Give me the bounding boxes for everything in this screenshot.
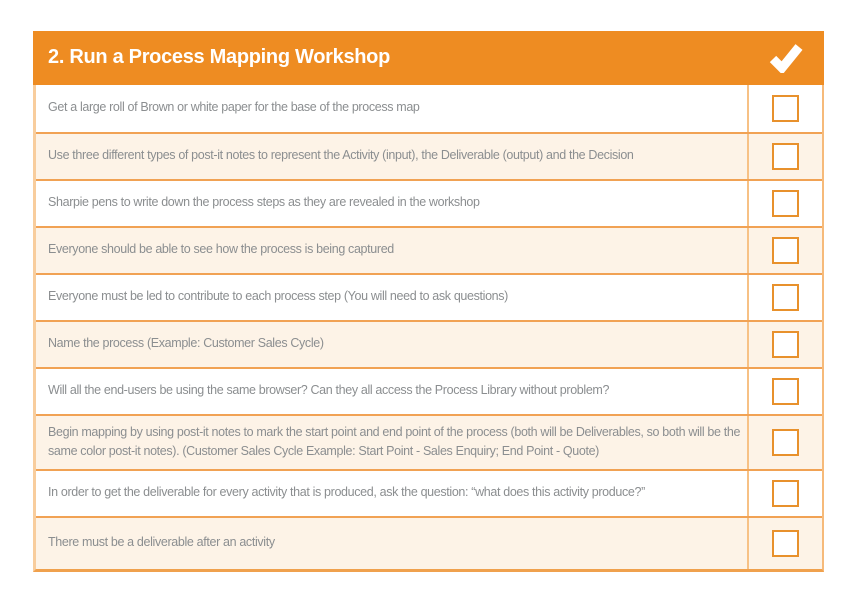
checklist-row bbox=[36, 179, 822, 226]
checklist-row bbox=[36, 414, 822, 469]
checkbox-cell bbox=[747, 369, 822, 414]
checkbox[interactable] bbox=[772, 480, 799, 507]
checklist-item-text: There must be a deliverable after an activity bbox=[48, 535, 275, 550]
checkbox-cell bbox=[747, 85, 822, 132]
checklist-item-text: Get a large roll of Brown or white paper for the base of the process map bbox=[48, 100, 420, 115]
checklist-row bbox=[36, 367, 822, 414]
checkbox[interactable] bbox=[772, 237, 799, 264]
checklist-item-text: Everyone must be led to contribute to each process step (You will need to ask questions) bbox=[48, 289, 508, 304]
checklist-row bbox=[36, 273, 822, 320]
checklist-row bbox=[36, 516, 822, 569]
checkbox-cell bbox=[747, 228, 822, 273]
checkbox[interactable] bbox=[772, 284, 799, 311]
checklist-row bbox=[36, 320, 822, 367]
checkbox-cell bbox=[747, 518, 822, 569]
checkbox-cell bbox=[747, 134, 822, 179]
checkbox[interactable] bbox=[772, 190, 799, 217]
checklist-row bbox=[36, 132, 822, 179]
checkbox[interactable] bbox=[772, 143, 799, 170]
checklist-item-text: In order to get the deliverable for every activity that is produced, ask the question: “what does this activity produce?” bbox=[48, 485, 645, 500]
checkbox[interactable] bbox=[772, 331, 799, 358]
checklist-item-text: Sharpie pens to write down the process steps as they are revealed in the workshop bbox=[48, 195, 480, 210]
process-mapping-checklist bbox=[33, 31, 824, 572]
checkbox[interactable] bbox=[772, 378, 799, 405]
checklist-row bbox=[36, 85, 822, 132]
checkbox-cell bbox=[747, 471, 822, 516]
checklist-item-text: Use three different types of post-it notes to represent the Activity (input), the Deliverable (output) and the Decision bbox=[48, 148, 634, 163]
checkbox-cell bbox=[747, 416, 822, 469]
checkbox-cell bbox=[747, 322, 822, 367]
checkbox-cell bbox=[747, 275, 822, 320]
checkmark-icon bbox=[769, 43, 803, 73]
checkbox[interactable] bbox=[772, 429, 799, 456]
checklist-item-text: Name the process (Example: Customer Sales Cycle) bbox=[48, 336, 324, 351]
checkbox-cell bbox=[747, 181, 822, 226]
checklist-item-text: Everyone should be able to see how the process is being captured bbox=[48, 242, 394, 257]
checkbox[interactable] bbox=[772, 530, 799, 557]
header-check-cell bbox=[747, 43, 824, 73]
checklist-title: 2. Run a Process Mapping Workshop bbox=[48, 45, 391, 68]
checkbox[interactable] bbox=[772, 95, 799, 122]
checklist-row bbox=[36, 469, 822, 516]
checklist-row bbox=[36, 226, 822, 273]
checklist-item-text: Will all the end-users be using the same browser? Can they all access the Process Library without problem? bbox=[48, 383, 610, 398]
checklist-item-text: Begin mapping by using post-it notes to mark the start point and end point of the process (both will be Deliverables, so both will be the same color post-it notes). (Customer Sales Cycle Example: Start Point - Sales Enquiry; End Point - Quote) bbox=[48, 425, 741, 458]
checklist-rows bbox=[33, 85, 824, 572]
checklist-header bbox=[33, 31, 824, 85]
